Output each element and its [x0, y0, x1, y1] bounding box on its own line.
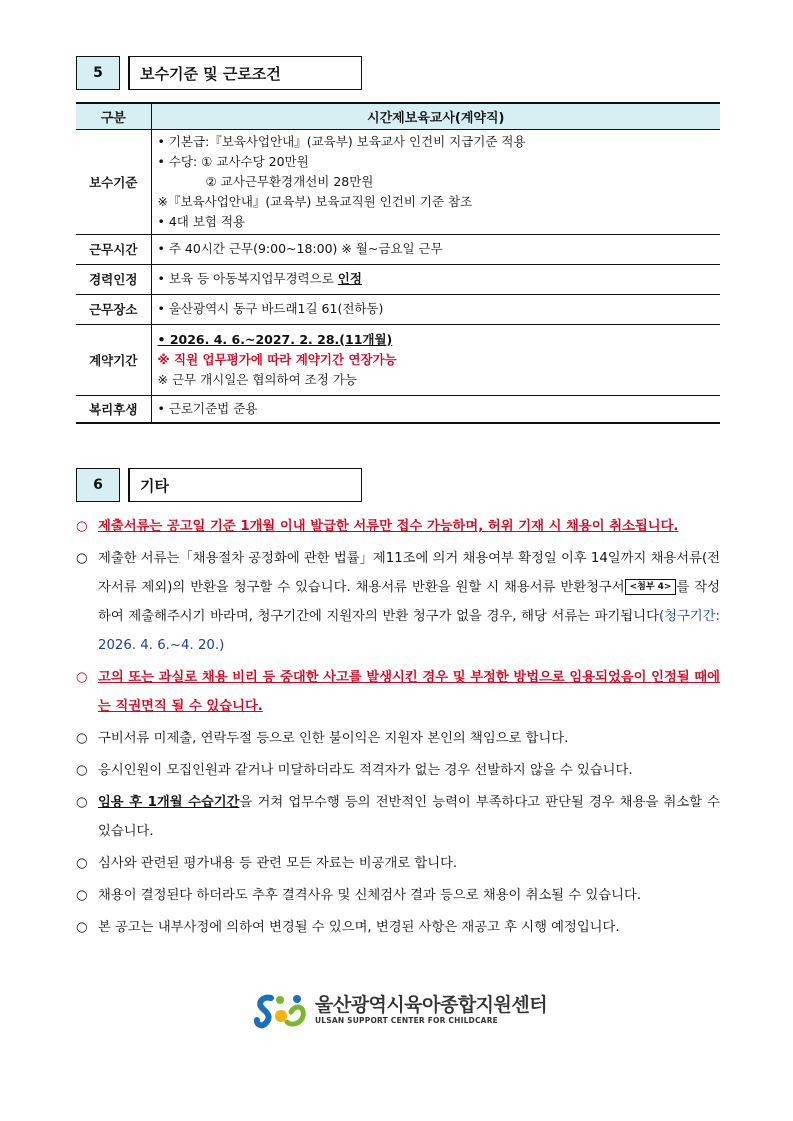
note-text-part: 를 작성하여 제출해주시기 바라며, 청구기간에 지원자의 반환 청구가 없을 경우, 해당 서류는 파기됩니다: [98, 580, 720, 624]
note-text: 응시인원이 모집인원과 같거나 미달하더라도 적격자가 없는 경우 선발하지 않을 수 있습니다.: [98, 763, 633, 778]
row-line: • 근로기준법 준용: [157, 400, 258, 416]
row-line: • 주 40시간 근무(9:00~18:00) ※ 월~금요일 근무: [157, 241, 443, 256]
section-title: 보수기준 및 근로조건: [128, 56, 362, 90]
logo-text: [315, 994, 547, 1026]
note-text: 구비서류 미제출, 연락두절 등으로 인한 불이익은 지원자 본인의 책임으로 합니다.: [98, 731, 569, 746]
note-text: [98, 544, 720, 660]
circle-bullet-icon: ○: [76, 888, 88, 903]
row-label: 복리후생: [76, 395, 151, 423]
table-row: [76, 234, 720, 264]
list-item: [76, 756, 720, 785]
row-line: [158, 269, 715, 289]
table-row: [76, 264, 720, 294]
claim-period: (청구기간: 2026. 4. 6.~4. 20.): [98, 609, 720, 653]
org-name-english: ULSAN SUPPORT CENTER FOR CHILDCARE: [315, 1016, 498, 1025]
row-line: • 기본급:『보육사업안내』(교육부) 보육교사 인건비 지급기준 적용: [157, 133, 526, 149]
attachment-badge: <첨부 4>: [625, 579, 677, 595]
row-label: 근무시간: [76, 234, 151, 264]
note-text: 본 공고는 내부사정에 의하여 변경될 수 있으며, 변경된 사항은 재공고 후 시행 예정입니다.: [98, 920, 620, 935]
table-header-row: [76, 103, 720, 129]
organization-logo: [253, 990, 547, 1030]
row-label: 보수기준: [76, 129, 151, 234]
list-item: [76, 849, 720, 878]
table-row: [76, 294, 720, 324]
note-text-part: 을 거쳐 업무수행 등의 전반적인 능력이 부족하다고 판단될 경우 채용을 취소할 수 있습니다.: [98, 795, 721, 839]
table-row: [76, 395, 720, 423]
list-item: [76, 881, 720, 910]
table-row: [76, 129, 720, 234]
contract-period: • 2026. 4. 6.~2027. 2. 28.(11개월): [157, 331, 393, 347]
row-label: 계약기간: [76, 324, 151, 395]
circle-bullet-icon: ○: [76, 763, 88, 778]
circle-bullet-icon: ○: [76, 920, 88, 935]
career-text: • 보육 등 아동복지업무경력으로: [157, 271, 338, 286]
note-text: 채용이 결정된다 하더라도 추후 결격사유 및 신체검사 결과 등으로 채용이 취소될 수 있습니다.: [98, 888, 642, 903]
section-number: 5: [76, 56, 120, 90]
section-title: 기타: [128, 468, 362, 502]
header-category: 구분: [76, 103, 151, 129]
circle-bullet-icon: ○: [76, 731, 88, 746]
employment-terms-table: [76, 102, 720, 424]
career-emphasis: 인정: [337, 271, 362, 286]
note-text-part: 제출한 서류는「채용절차 공정화에 관한 법률」제11조에 의거 채용여부 확정일 이후 14일까지 채용서류(전자서류 제외)의 반환을 청구할 수 있습니다. 채용서류 반환을 원할 시 채용서류 반환청구서: [98, 551, 720, 595]
row-content: [151, 129, 720, 234]
circle-bullet-icon: ○: [76, 795, 88, 810]
probation-emphasis: 임용 후 1개월 수습기간: [98, 795, 240, 810]
table-row: [76, 324, 720, 395]
circle-bullet-icon: ○: [76, 856, 88, 871]
list-item: [76, 512, 720, 541]
note-text: 제출서류는 공고일 기준 1개월 이내 발급한 서류만 접수 가능하며, 허위 기재 시 채용이 취소됩니다.: [98, 519, 679, 534]
circle-bullet-icon: ○: [76, 519, 88, 534]
list-item: [76, 913, 720, 942]
start-date-note: ※ 근무 개시일은 협의하여 조정 가능: [157, 371, 357, 387]
section-5-header: [76, 56, 362, 90]
list-item: [76, 724, 720, 753]
contract-extension-note: ※ 직원 업무평가에 따라 계약기간 연장가능: [157, 351, 397, 367]
note-text: [98, 788, 720, 846]
note-text: 심사와 관련된 평가내용 등 관련 모든 자료는 비공개로 합니다.: [98, 856, 458, 871]
section-6-header: [76, 468, 362, 502]
row-label: 근무장소: [76, 294, 151, 324]
row-line: ② 교사근무환경개선비 28만원: [205, 173, 374, 189]
notes-list: [76, 512, 720, 945]
circle-bullet-icon: ○: [76, 551, 88, 566]
header-position: 시간제보육교사(계약직): [151, 103, 720, 129]
org-name-korean: 울산광역시육아종합지원센터: [315, 994, 548, 1016]
row-line: • 수당: ① 교사수당 20만원: [157, 153, 309, 169]
list-item: [76, 544, 720, 660]
section-number: 6: [76, 468, 120, 502]
list-item: [76, 663, 720, 721]
row-line: • 4대 보험 적용: [157, 213, 246, 229]
row-line: • 울산광역시 동구 바드래1길 61(전하동): [157, 301, 384, 316]
ulsan-childcare-logo-icon: [253, 990, 309, 1030]
row-line: ※『보육사업안내』(교육부) 보육교직원 인건비 기준 참조: [157, 193, 473, 209]
row-label: 경력인정: [76, 264, 151, 294]
note-text: 고의 또는 과실로 채용 비리 등 중대한 사고를 발생시킨 경우 및 부정한 방법으로 임용되었음이 인정될 때에는 직권면직 될 수 있습니다.: [98, 670, 720, 714]
list-item: [76, 788, 720, 846]
circle-bullet-icon: ○: [76, 670, 88, 685]
